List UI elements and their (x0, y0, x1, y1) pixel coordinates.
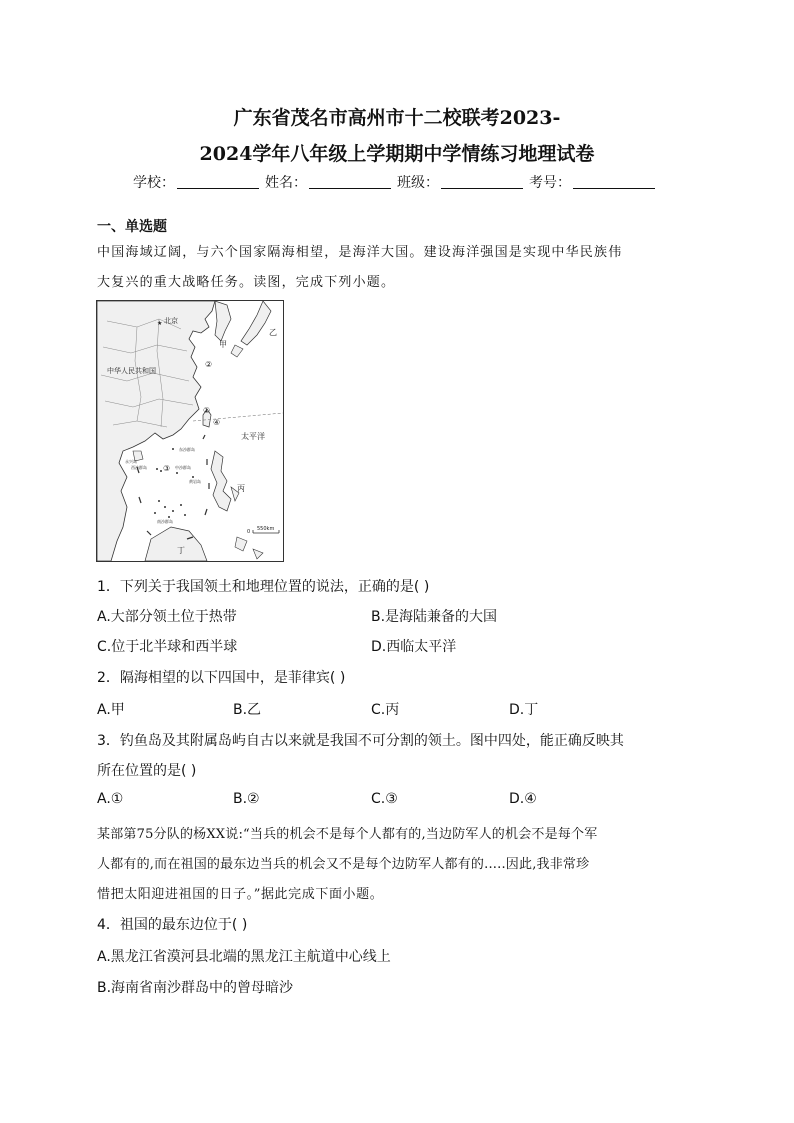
name-label: 姓名： (265, 175, 307, 191)
q2-option-d[interactable]: D.丁 (509, 702, 539, 718)
intro2-line2: 人都有的,而在祖国的最东边当兵的机会又不是每个边防军人都有的.....因此,我非常珍 (97, 857, 590, 872)
question-1-stem: 1．下列关于我国领土和地理位置的说法，正确的是( ) (97, 579, 430, 595)
intro2-line3: 惜把太阳迎进祖国的日子。”据此完成下面小题。 (97, 887, 384, 902)
q1-option-d[interactable]: D.西临太平洋 (371, 639, 457, 655)
map-label-huangyan: 黄岩岛 (189, 479, 201, 484)
map-label-yongxing: 永兴岛 (125, 459, 137, 464)
q1-option-c[interactable]: C.位于北半球和西半球 (97, 639, 238, 655)
map-scale-zero: 0 (247, 529, 251, 535)
name-blank[interactable] (309, 174, 391, 189)
exam-number-label: 考号： (529, 175, 571, 191)
map-label-xisha: 西沙群岛 (131, 465, 147, 470)
intro1-line2: 大复兴的重大战略任务。读图，完成下列小题。 (97, 275, 396, 290)
q1-option-b[interactable]: B.是海陆兼备的大国 (371, 609, 498, 625)
beijing-star-icon: ★ (157, 320, 163, 327)
q4-option-b[interactable]: B.海南省南沙群岛中的曾母暗沙 (97, 980, 294, 996)
map-scale: 550km (257, 526, 275, 532)
q1-option-a[interactable]: A.大部分领土位于热带 (97, 609, 237, 625)
q3-option-d[interactable]: D.④ (509, 791, 537, 807)
q3-option-c[interactable]: C.③ (371, 791, 398, 807)
school-blank[interactable] (177, 174, 259, 189)
section-title: 一、单选题 (97, 219, 167, 235)
class-label: 班级： (397, 175, 439, 191)
school-label: 学校： (133, 175, 175, 191)
map-label-ding: 丁 (177, 546, 185, 555)
map-marker-1: ① (203, 406, 211, 415)
map-label-pacific: 太平洋 (241, 432, 265, 441)
map-marker-2: ② (205, 360, 213, 369)
map-label-china: 中华人民共和国 (107, 367, 156, 375)
question-4-stem: 4．祖国的最东边位于( ) (97, 917, 248, 933)
map-marker-4: ④ (213, 418, 221, 427)
map-label-beijing: 北京 (164, 317, 178, 325)
china-sea-map (96, 300, 284, 562)
q2-option-a[interactable]: A.甲 (97, 702, 125, 718)
map-label-jia: 甲 (219, 340, 227, 349)
exam-number-blank[interactable] (573, 174, 655, 189)
q4-option-a[interactable]: A.黑龙江省漠河县北端的黑龙江主航道中心线上 (97, 949, 391, 965)
intro2-line1: 某部第75分队的杨XX说:“当兵的机会不是每个人都有的,当边防军人的机会不是每个军 (97, 827, 598, 842)
question-2-stem: 2．隔海相望的以下四国中，是菲律宾( ) (97, 670, 346, 686)
page-title-line1: 广东省茂名市高州市十二校联考2023- (233, 107, 561, 129)
question-3-stem-line2: 所在位置的是( ) (97, 763, 197, 779)
class-blank[interactable] (441, 174, 523, 189)
map-label-bing: 丙 (237, 484, 245, 493)
q3-option-b[interactable]: B.② (233, 791, 260, 807)
question-3-stem-line1: 3．钓鱼岛及其附属岛屿自古以来就是我国不可分割的领土。图中四处，能正确反映其 (97, 733, 624, 749)
map-label-nansha: 南沙群岛 (157, 519, 173, 524)
map-label-yi: 乙 (269, 328, 277, 337)
map-label-zhongsha: 中沙群岛 (175, 465, 191, 470)
q3-option-a[interactable]: A.① (97, 791, 124, 807)
q2-option-b[interactable]: B.乙 (233, 702, 262, 718)
map-marker-3: ③ (163, 464, 171, 473)
student-info-line (0, 172, 794, 192)
intro1-line1: 中国海域辽阔，与六个国家隔海相望，是海洋大国。建设海洋强国是实现中华民族伟 (97, 245, 623, 260)
q2-option-c[interactable]: C.丙 (371, 702, 400, 718)
map-label-dongsha: 东沙群岛 (179, 447, 195, 452)
page-title-line2: 2024学年八年级上学期期中学情练习地理试卷 (199, 143, 595, 165)
